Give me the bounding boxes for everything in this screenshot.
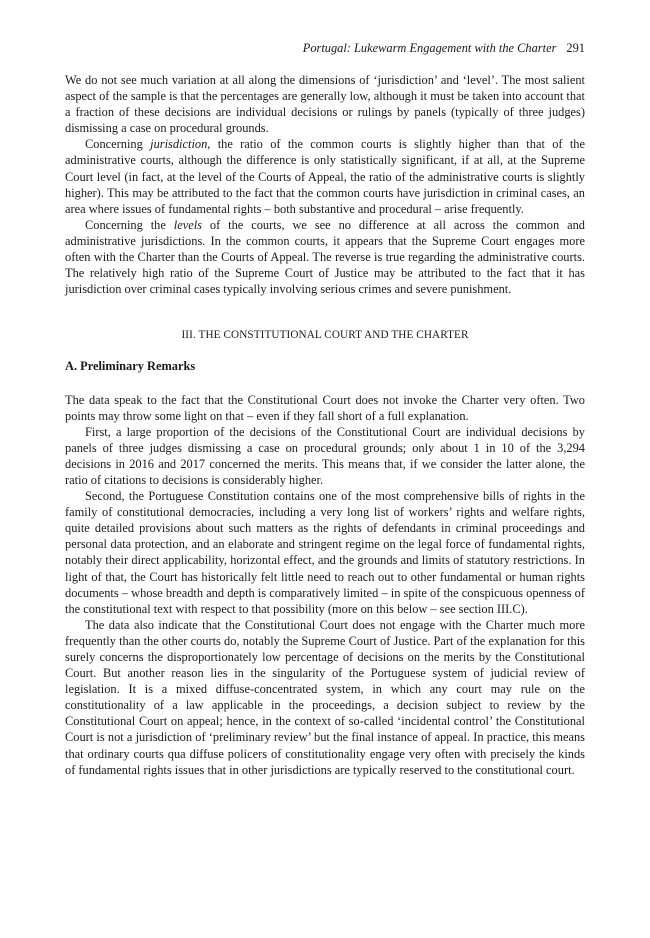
page-number: 291 [566, 41, 585, 55]
section-heading: III. THE CONSTITUTIONAL COURT AND THE CHARTER [181, 329, 469, 342]
body-text [65, 72, 585, 778]
emphasis-levels: levels [173, 217, 202, 232]
paragraph: Concerning the levels of the courts, we see no difference at all across the common and administrative jurisdictions. In the common courts, it appears that the Supreme Court engages more often with the Charter than the Courts of Appeal. The reverse is true regarding the administrative courts. The relatively high ratio of the Supreme Court of Justice may be attributed to the fact that it has jurisdiction over criminal cases typically involving serious crimes and severe punishment. [65, 217, 585, 297]
paragraph: Second, the Portuguese Constitution contains one of the most comprehensive bills of rights in the family of constitutional democracies, including a very long list of workers’ rights and welfare rights, quite detailed provisions about such matters as the rights of defendants in criminal proceedings and personal data protection, and an elaborate and stringent regime on the legal force of fundamental rights, notably their direct applicability, horizontal effect, and the grounds and limits of statutory restrictions. In light of that, the Court has historically felt little need to reach out to other fundamental or human rights documents – whose breadth and depth is comparatively limited – in spite of the conspicuous openness of the constitutional text with respect to that possibility (more on this below – see section III.C). [65, 489, 585, 616]
paragraph: Concerning jurisdiction, the ratio of the common courts is slightly higher than that of the administrative courts, although the difference is only statistically significant, if at all, at the Supreme Court level (in fact, at the level of the Courts of Appeal, the ratio of the administrative courts is slightly higher). This may be attributed to the fact that the common courts have jurisdiction in criminal cases, an area where issues of fundamental rights – both substantive and procedural – arise frequently. [65, 137, 585, 216]
emphasis-jurisdiction: jurisdiction [150, 137, 208, 152]
paragraph: The data speak to the fact that the Constitutional Court does not invoke the Charter very often. Two points may throw some light on that – even if they fall short of a full explanation. [65, 392, 585, 423]
paragraph: We do not see much variation at all along the dimensions of ‘jurisdiction’ and ‘level’. The most salient aspect of the sample is that the percentages are generally low, although it must be taken into account that a fraction of these decisions are individual decisions or rulings by panels (typically of three judges) dismissing a case on procedural grounds. [65, 73, 585, 136]
running-header [65, 40, 585, 56]
paragraph: First, a large proportion of the decisions of the Constitutional Court are individual decisions by panels of three judges dismissing a case on procedural grounds; only about 1 in 10 of the 3,294 decisions in 2016 and 2017 concerned the merits. This means that, if we consider the latter alone, the ratio of citations to decisions is considerably higher. [65, 424, 585, 487]
paragraph: The data also indicate that the Constitutional Court does not engage with the Charter much more frequently than the other courts do, notably the Supreme Court of Justice. Part of the explanation for this surely concerns the disproportionately low percentage of decisions on the merits by the Constitutional Court. But another reason lies in the singularity of the Portuguese system of judicial review of legislation. It is a mixed diffuse-concentrated system, in which any court may rule on the constitutionality of a law applicable in the proceedings, a decision subject to review by the Constitutional Court on appeal; hence, in the context of so-called ‘incidental control’ the Constitutional Court is not a jurisdiction of ‘preliminary review’ but the final instance of appeal. In practice, this means that ordinary courts qua diffuse policers of constitutionality engage very often with precisely the kinds of fundamental rights issues that in other jurisdictions are typically reserved to the constitutional court. [65, 617, 585, 777]
subsection-heading: A. Preliminary Remarks [65, 359, 196, 374]
running-title: Portugal: Lukewarm Engagement with the Charter [302, 41, 557, 55]
